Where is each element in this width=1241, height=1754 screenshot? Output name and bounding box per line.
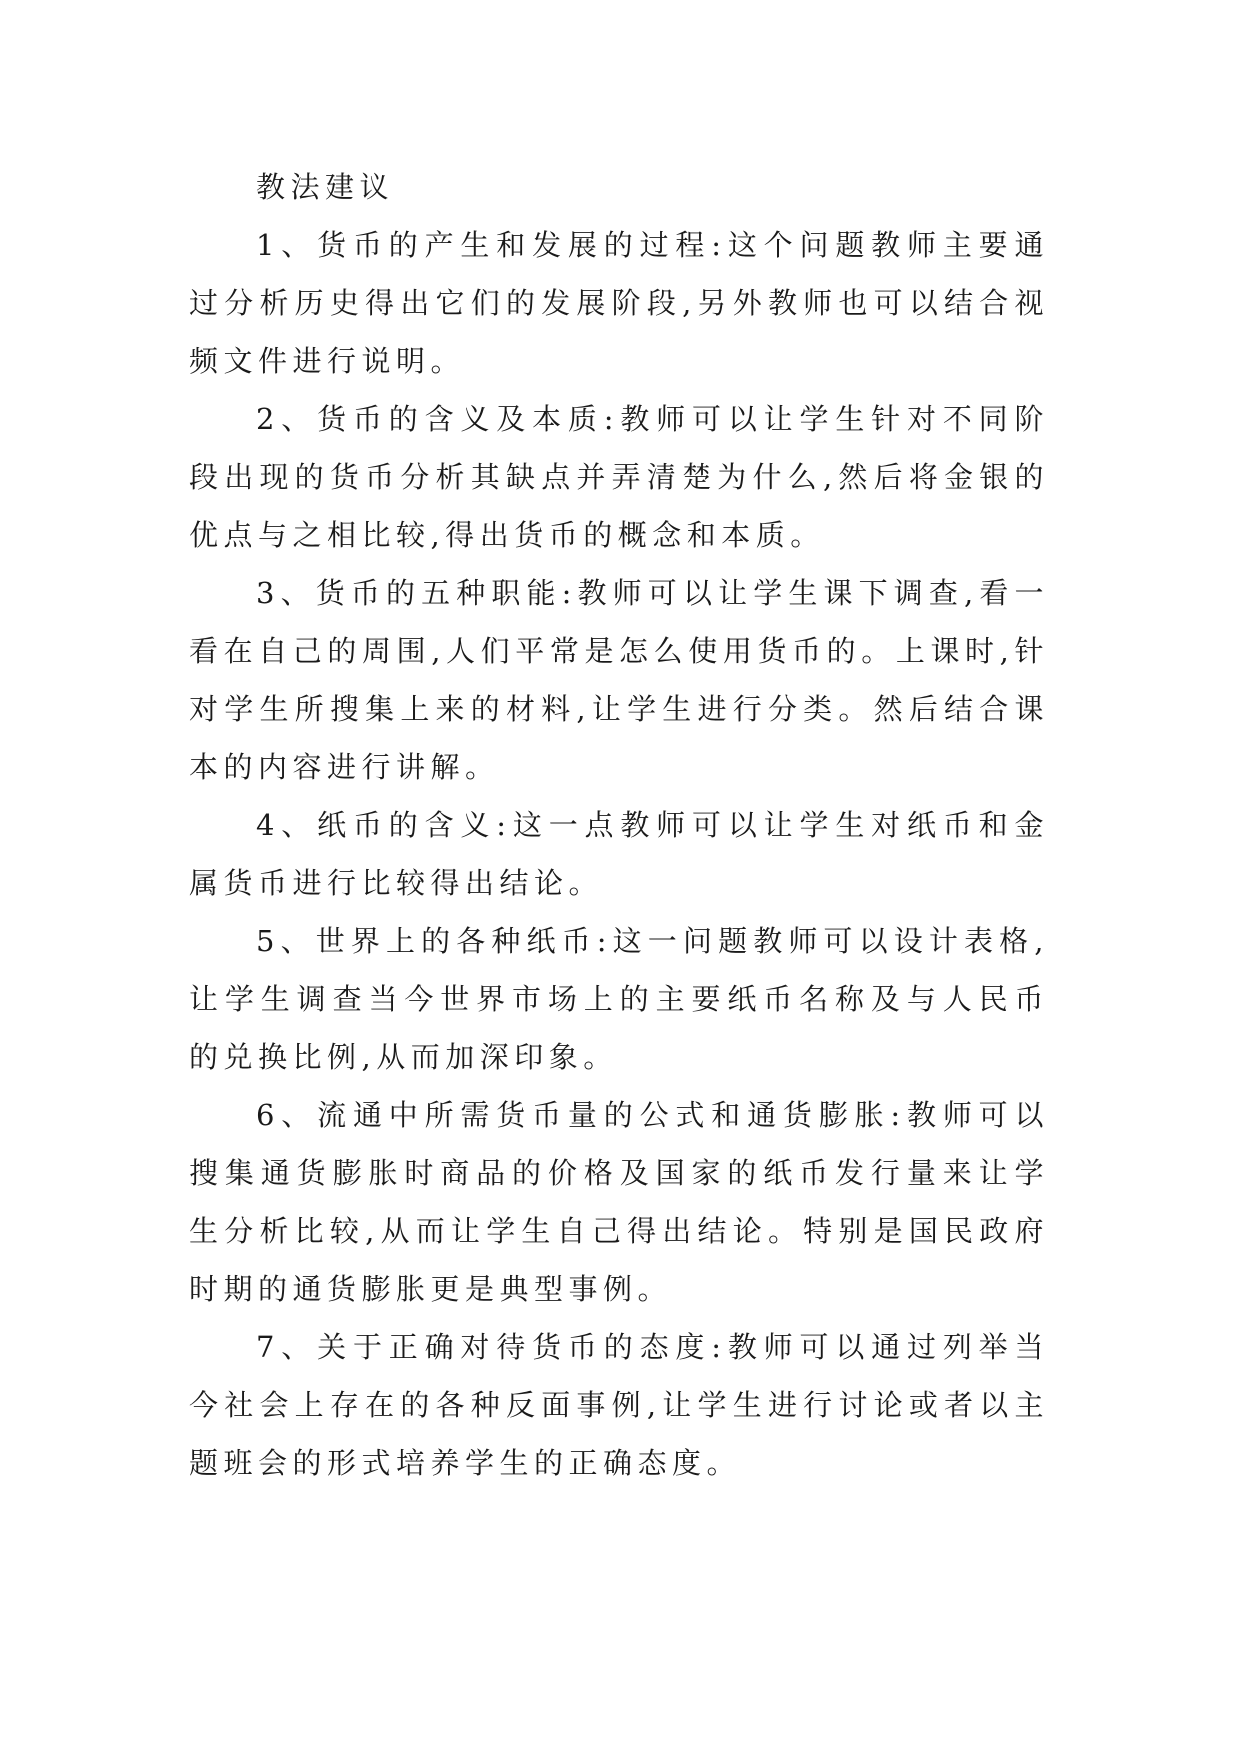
paragraph-5: 5、世界上的各种纸币:这一问题教师可以设计表格,让学生调查当今世界市场上的主要纸币名称及与人民币的兑换比例,从而加深印象。 [189,924,1049,1074]
paragraph-1: 1、货币的产生和发展的过程:这个问题教师主要通过分析历史得出它们的发展阶段,另外教师也可以结合视频文件进行说明。 [189,228,1049,378]
paragraph-4: 4、纸币的含义:这一点教师可以让学生对纸币和金属货币进行比较得出结论。 [189,808,1049,900]
paragraph-7: 7、关于正确对待货币的态度:教师可以通过列举当今社会上存在的各种反面事例,让学生进行讨论或者以主题班会的形式培养学生的正确态度。 [189,1330,1049,1480]
document-body [189,158,1049,1492]
paragraph-2: 2、货币的含义及本质:教师可以让学生针对不同阶段出现的货币分析其缺点并弄清楚为什么,然后将金银的优点与之相比较,得出货币的概念和本质。 [189,402,1049,552]
paragraph-3: 3、货币的五种职能:教师可以让学生课下调查,看一看在自己的周围,人们平常是怎么使用货币的。上课时,针对学生所搜集上来的材料,让学生进行分类。然后结合课本的内容进行讲解。 [189,576,1049,784]
document-heading: 教法建议 [256,170,395,204]
paragraph-6: 6、流通中所需货币量的公式和通货膨胀:教师可以搜集通货膨胀时商品的价格及国家的纸币发行量来让学生分析比较,从而让学生自己得出结论。特别是国民政府时期的通货膨胀更是典型事例。 [189,1098,1049,1306]
